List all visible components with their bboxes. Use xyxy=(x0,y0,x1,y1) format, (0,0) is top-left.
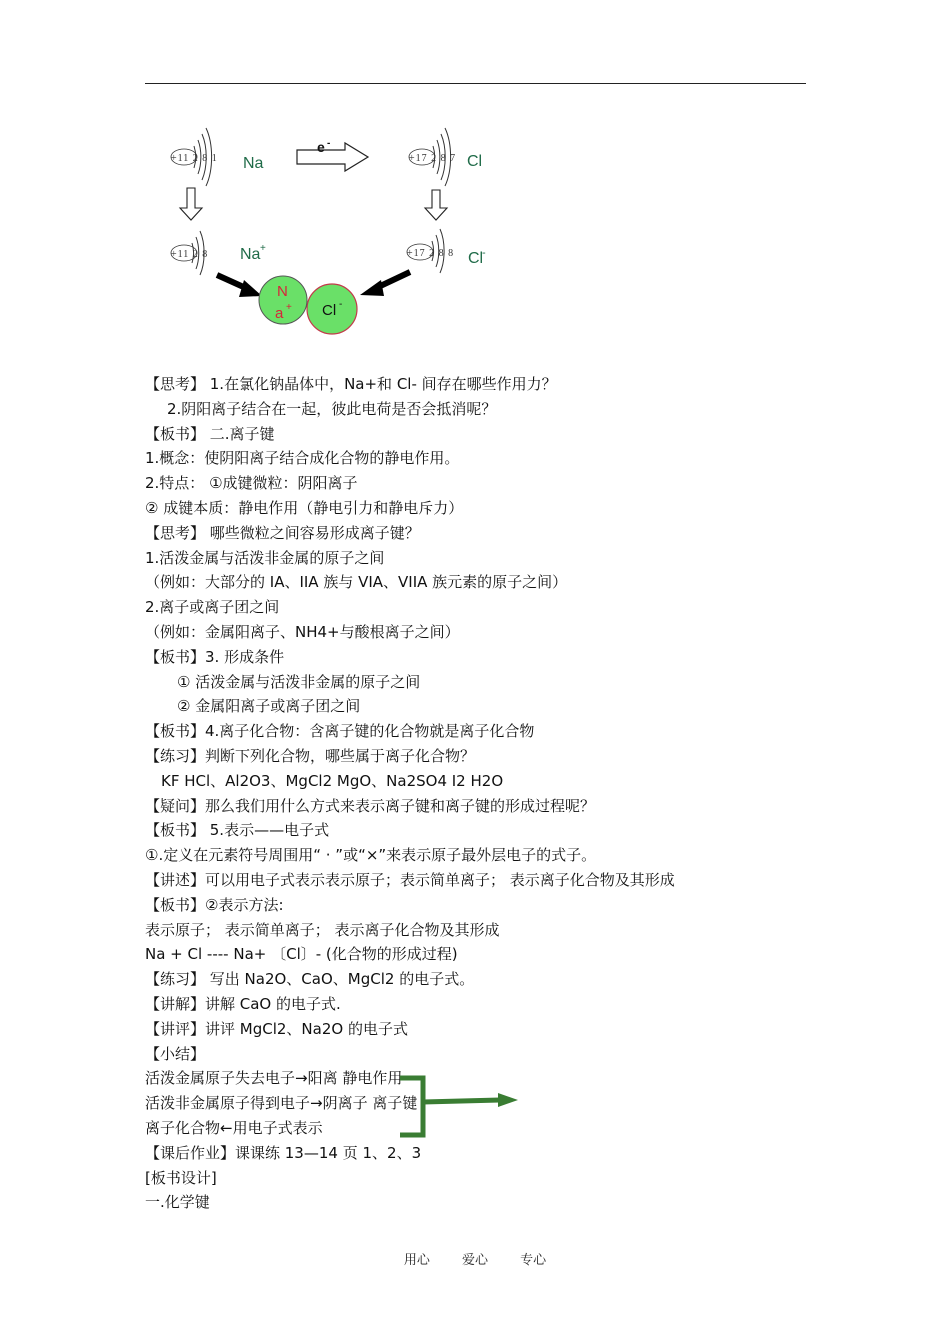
na-atom-model xyxy=(171,128,218,186)
na-ball-charge: + xyxy=(286,302,292,313)
text-line: 【思考】 哪些微粒之间容易形成离子键？ xyxy=(145,523,420,542)
text-line: 2.离子或离子团之间 xyxy=(145,598,280,617)
text-line: 2.特点： ①成键微粒：阴阳离子 xyxy=(145,474,358,493)
text-line: Na + Cl ---- Na+ 〔Cl〕- (化合物的形成过程) xyxy=(145,945,458,964)
text-line: ①.定义在元素符号周围用“ · ”或“×”来表示原子最外层电子的式子。 xyxy=(145,846,597,865)
cl-down-arrow xyxy=(425,190,447,220)
text-line: 【练习】 写出 Na2O、CaO、MgCl2 的电子式。 xyxy=(145,970,475,989)
na-atom-shells: +11 2 8 1 xyxy=(171,153,218,164)
cl-atom-model xyxy=(409,128,456,186)
text-line: ② 金属阳离子或离子团之间 xyxy=(177,697,361,716)
na-ion-model xyxy=(171,231,208,275)
text-line: 【板书】 二.离子键 xyxy=(145,424,275,443)
text-line: 【思考】 1.在氯化钠晶体中，Na+和 Cl- 间存在哪些作用力？ xyxy=(145,375,557,393)
na-ball-line2: a xyxy=(275,305,284,322)
cl-ion-model xyxy=(407,229,454,273)
na-label: Na xyxy=(243,155,264,172)
text-line: 【讲评】讲评 MgCl2、Na2O 的电子式 xyxy=(145,1019,408,1038)
text-line: 活泼非金属原子得到电子→阴离子 离子键 xyxy=(145,1094,418,1113)
text-line: 表示原子； 表示简单离子； 表示离子化合物及其形成 xyxy=(145,920,500,939)
text-line: 【课后作业】课课练 13—14 页 1、2、3 xyxy=(145,1143,422,1162)
text-line: 1.活泼金属与活泼非金属的原子之间 xyxy=(145,548,385,567)
cl-ion-label: Cl xyxy=(468,250,484,267)
text-line: 离子化合物←用电子式表示 xyxy=(145,1118,323,1137)
page-footer xyxy=(0,1249,950,1268)
text-line: ① 活泼金属与活泼非金属的原子之间 xyxy=(177,672,421,691)
header-rule xyxy=(145,83,806,84)
cl-ball-text: Cl xyxy=(322,302,337,319)
text-line: 【板书】4.离子化合物：含离子键的化合物就是离子化合物 xyxy=(145,722,535,741)
summary-bracket-arrow xyxy=(380,1075,530,1145)
text-line: [板书设计] xyxy=(145,1168,217,1187)
cl-ball-charge: - xyxy=(339,299,343,310)
text-line: 【板书】 5.表示——电子式 xyxy=(145,821,330,840)
text-line: 【练习】判断下列化合物，哪些属于离子化合物？ xyxy=(145,746,476,765)
text-line: 【疑问】那么我们用什么方式来表示离子键和离子键的形成过程呢？ xyxy=(145,796,596,815)
text-line: 活泼金属原子失去电子→阳离 静电作用 xyxy=(145,1069,403,1088)
na-ball-line1: N xyxy=(277,283,288,300)
black-arrow-right xyxy=(360,272,410,296)
text-line: （例如：金属阳离子、NH4+与酸根离子之间） xyxy=(145,622,460,641)
cl-atom-shells: +17 2 8 7 xyxy=(409,153,457,164)
cl-label: Cl xyxy=(467,153,483,170)
ionic-bond-formation-diagram xyxy=(150,110,570,340)
na-ion-charge: + xyxy=(260,243,266,254)
electron-charge: - xyxy=(327,138,331,149)
text-line: 一.化学键 xyxy=(145,1193,210,1212)
text-line: KF HCl、Al2O3、MgCl2 MgO、Na2SO4 I2 H2O xyxy=(161,771,504,790)
text-line: 【小结】 xyxy=(145,1044,206,1063)
text-line: 【讲述】可以用电子式表示表示原子；表示简单离子； 表示离子化合物及其形成 xyxy=(145,870,675,889)
text-line: ② 成键本质：静电作用（静电引力和静电斥力） xyxy=(145,498,464,517)
cl-ion-charge: - xyxy=(482,247,486,259)
black-arrow-left xyxy=(217,275,262,297)
footer-word: 爱心 xyxy=(461,1253,488,1268)
footer-word: 专心 xyxy=(520,1253,547,1268)
na-ion-shells: +11 2 8 xyxy=(171,249,209,260)
text-line: 2.阴阳离子结合在一起，彼此电荷是否会抵消呢？ xyxy=(167,399,497,418)
text-line: 【板书】3. 形成条件 xyxy=(145,647,285,666)
na-ion-label: Na xyxy=(240,246,261,263)
electron-transfer-arrow xyxy=(297,138,368,171)
cl-ion-shells: +17 2 8 8 xyxy=(407,248,455,259)
text-line: 【讲解】讲解 CaO 的电子式. xyxy=(145,994,341,1013)
footer-word: 用心 xyxy=(403,1253,430,1268)
na-down-arrow xyxy=(180,188,202,220)
electron-label: e xyxy=(317,139,325,155)
text-line: 【板书】②表示方法: xyxy=(145,895,284,914)
text-line: 1.概念：使阴阳离子结合成化合物的静电作用。 xyxy=(145,449,460,468)
text-line: （例如：大部分的 IA、IIA 族与 VIA、VIIA 族元素的原子之间） xyxy=(145,573,568,592)
